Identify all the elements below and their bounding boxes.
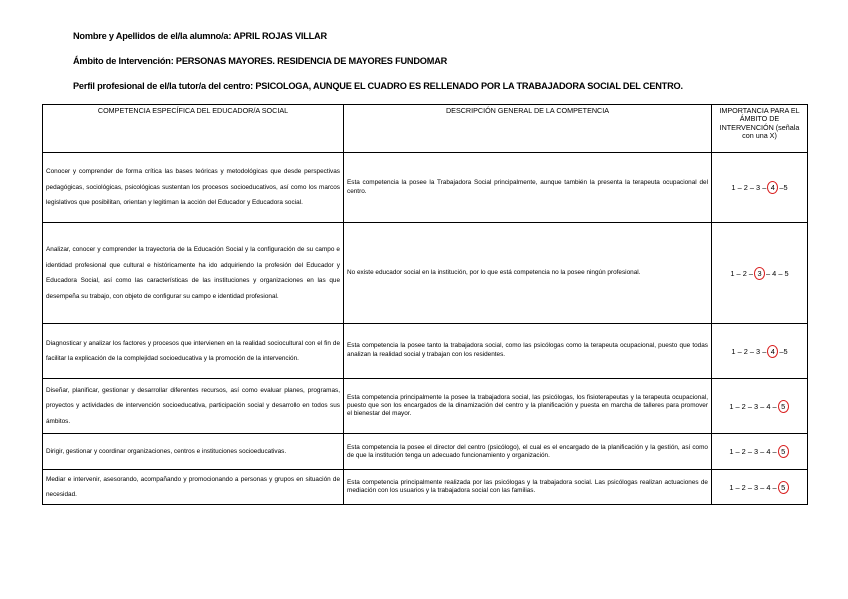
table-row: [43, 324, 808, 379]
rating-scale-after: – 4 – 5: [766, 268, 789, 278]
header-competence: COMPETENCIA ESPECÍFICA DEL EDUCADOR/A SOCIAL: [43, 105, 344, 153]
importance-cell: [712, 434, 808, 470]
table-row: [43, 379, 808, 434]
importance-cell: [712, 379, 808, 434]
description-cell: Esta competencia la posee la Trabajadora Social principalmente, aunque también la presenta la terapeuta ocupacional del centro.: [344, 153, 712, 223]
intervention-scope-line: Ámbito de Intervención: PERSONAS MAYORES. RESIDENCIA DE MAYORES FUNDOMAR: [73, 56, 448, 66]
rating-scale-before: 1 – 2 – 3 –: [731, 346, 767, 356]
importance-cell: [712, 324, 808, 379]
rating-scale-after: –5: [779, 183, 788, 192]
table-header-row: [43, 105, 808, 153]
rating-scale-before: 1 – 2 – 3 – 4 –: [729, 447, 777, 456]
competences-table: [42, 104, 808, 505]
selected-rating-circle: 5: [778, 400, 789, 413]
selected-rating-circle: 5: [778, 481, 789, 494]
competence-cell: Dirigir, gestionar y coordinar organizaciones, centros e instituciones socioeducativas.: [43, 434, 344, 470]
selected-rating-circle: 3: [754, 267, 765, 280]
rating-scale-before: 1 – 2 –: [730, 268, 753, 278]
competence-cell: Diagnosticar y analizar los factores y procesos que intervienen en la realidad sociocultural con el fin de facilitar la explicación de la complejidad socioeducativa y la promoción de la intervención.: [43, 324, 344, 379]
description-cell: Esta competencia principalmente realizada por las psicólogas y la trabajadora social. Las psicólogas realizan actuaciones de mediación con los usuarios y la trabajadora social con las familias.: [344, 470, 712, 505]
description-cell: No existe educador social en la institución, por lo que está competencia no la posee ningún profesional.: [344, 223, 712, 324]
rating-scale-before: 1 – 2 – 3 –: [731, 183, 767, 192]
header-importance: IMPORTANCIA PARA EL ÁMBITO DE INTERVENCIÓN (señala con una X): [712, 105, 808, 153]
selected-rating-circle: 4: [767, 181, 778, 194]
header-description: DESCRIPCIÓN GENERAL DE LA COMPETENCIA: [344, 105, 712, 153]
importance-cell: [712, 470, 808, 505]
rating-scale-after: –5: [779, 346, 788, 356]
table-row: [43, 153, 808, 223]
table-row: [43, 223, 808, 324]
description-cell: Esta competencia principalmente la posee la trabajadora social, las psicólogas, los fisioterapeutas y la terapeuta ocupacional, puesto que son los encargados de la dinamización del centro y la planificación y puesta en marcha de talleres para promover el bienestar del mayor.: [344, 379, 712, 434]
table-row: [43, 434, 808, 470]
competence-cell: Diseñar, planificar, gestionar y desarrollar diferentes recursos, así como evaluar planes, programas, proyectos y actividades de intervención socioeducativa, participación social y desarrollo en todos sus ámbitos.: [43, 379, 344, 434]
selected-rating-circle: 5: [778, 445, 789, 458]
competence-cell: Conocer y comprender de forma crítica las bases teóricas y metodológicas que desde perspectivas pedagógicas, sociológicas, psicológicas sustentan los procesos socioeducativos, así como los marcos legislativos que posibilitan, orientan y legitiman la acción del Educador y Educadora social.: [43, 153, 344, 223]
rating-scale-before: 1 – 2 – 3 – 4 –: [729, 482, 777, 492]
description-cell: Esta competencia la posee el director del centro (psicólogo), el cual es el encargado de la planificación y la gestión, así como de que la institución tenga un adecuado funcionamiento y organización.: [344, 434, 712, 470]
importance-cell: [712, 223, 808, 324]
tutor-profile-line: Perfil profesional de el/la tutor/a del centro: PSICOLOGA, AUNQUE EL CUADRO ES RELLENADO POR LA TRABAJADORA SOCIAL DEL CENTRO.: [73, 81, 683, 91]
selected-rating-circle: 4: [767, 345, 778, 358]
competence-cell: Mediar e intervenir, asesorando, acompañando y promocionando a personas y grupos en situación de necesidad.: [43, 470, 344, 505]
importance-cell: [712, 153, 808, 223]
student-name-line: Nombre y Apellidos de el/la alumno/a: APRIL ROJAS VILLAR: [73, 31, 327, 41]
rating-scale-before: 1 – 2 – 3 – 4 –: [729, 401, 777, 411]
table-row: [43, 470, 808, 505]
description-cell: Esta competencia la posee tanto la trabajadora social, como las psicólogas como la terapeuta ocupacional, puesto que todas analizan la realidad social y trabajan con los residentes.: [344, 324, 712, 379]
competence-cell: Analizar, conocer y comprender la trayectoria de la Educación Social y la configuración de su campo e identidad profesional que cultural e históricamente ha ido adquiriendo la profesión del Educador y Educadora Social, así como las características de las instituciones y organizaciones en las que desempeña su trabajo, con objeto de configurar su campo e identidad profesional.: [43, 223, 344, 324]
